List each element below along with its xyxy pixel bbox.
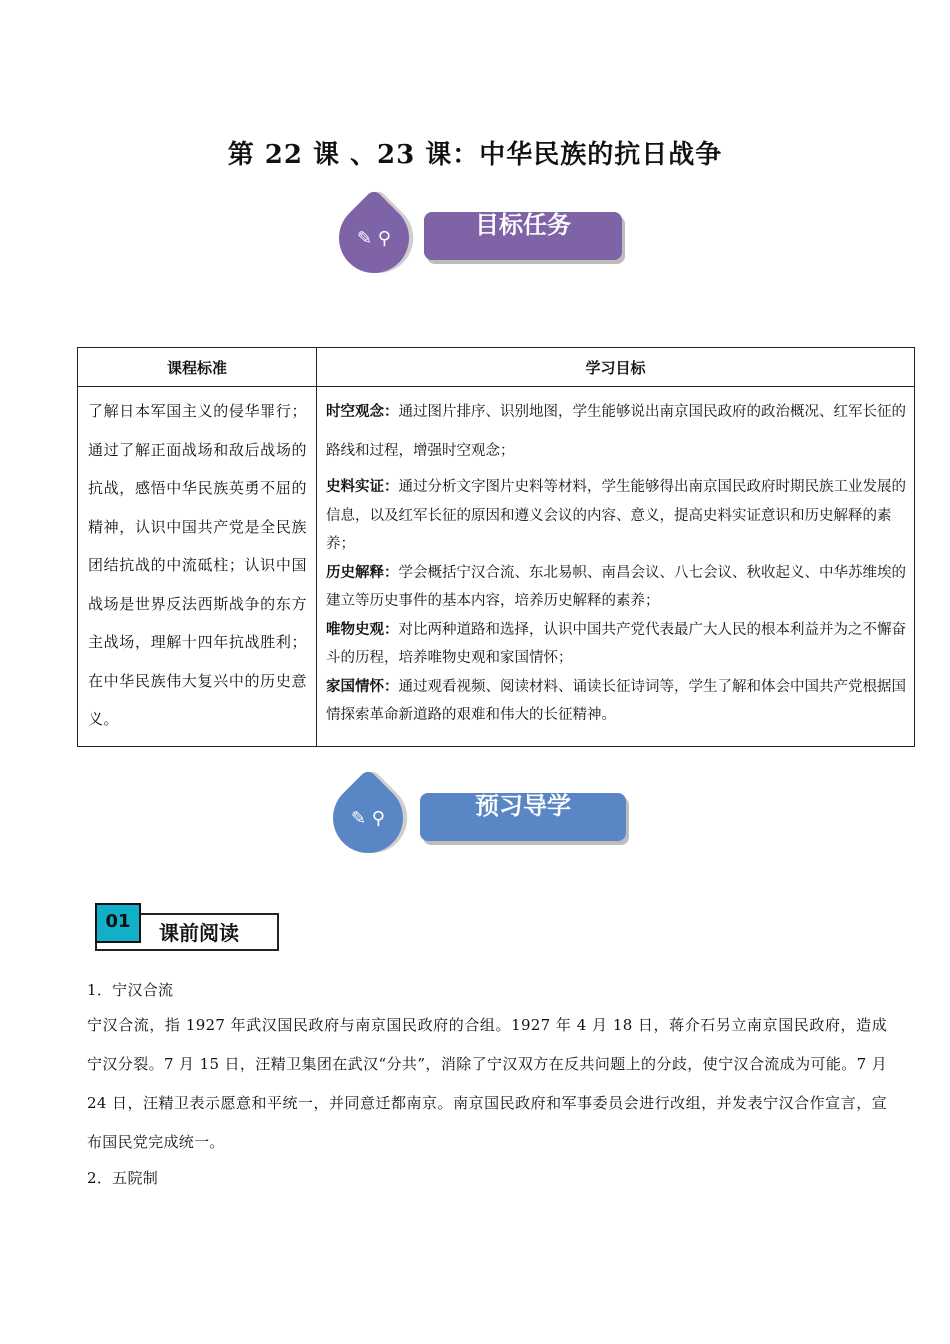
goal-text: 学会概括宁汉合流、东北易帜、南昌会议、八七会议、秋收起义、中华苏维埃的建立等历史事件的基本内容，培养历史解释的素养； (326, 564, 906, 609)
preview-banner-label: 预习导学 (420, 793, 626, 841)
section-label: 课前阅读 (159, 921, 239, 945)
goal-item (326, 673, 906, 730)
goal-key: 史料实证： (326, 479, 399, 495)
item-title: 1．宁汉合流 (87, 981, 174, 999)
goal-text: 对比两种道路和选择，认识中国共产党代表最广大人民的根本利益并为之不懈奋斗的历程，培养唯物史观和家国情怀； (326, 621, 906, 666)
goal-item (326, 616, 906, 673)
table-header-standard: 课程标准 (78, 348, 317, 387)
pencil-icon: ✎ ⚲ (351, 807, 385, 829)
preview-banner (330, 780, 640, 860)
goals-cell (317, 387, 915, 747)
curriculum-table (77, 347, 915, 747)
goal-item (326, 393, 906, 471)
pencil-icon: ✎ ⚲ (357, 227, 391, 249)
item-title: 2．五院制 (87, 1169, 159, 1187)
goal-text: 通过观看视频、阅读材料、诵读长征诗词等，学生了解和体会中国共产党根据国情探索革命新道路的艰难和伟大的长征精神。 (326, 678, 906, 723)
goal-text: 通过分析文字图片史料等材料，学生能够得出南京国民政府时期民族工业发展的信息，以及红军长征的原因和遵义会议的内容、意义，提高史料实证意识和历史解释的素养； (326, 479, 906, 552)
goal-key: 唯物史观： (326, 621, 399, 638)
goal-item (326, 473, 906, 559)
goals-banner-label: 目标任务 (424, 212, 622, 260)
section-number: 01 (95, 903, 141, 943)
reading-section-tag (95, 903, 281, 951)
standard-cell (78, 387, 317, 747)
goal-item (326, 559, 906, 616)
item-body: 宁汉合流，指 1927 年武汉国民政府与南京国民政府的合组。1927 年 4 月 18 日，蒋介石另立南京国民政府，造成宁汉分裂。7 月 15 日，汪精卫集团在武汉“分共”，消除了宁汉双方在反共问题上的分歧，使宁汉合流成为可能。7 月 24 日，汪精卫表示愿意和平统一，并同意迁都南京。南京国民政府和军事委员会进行改组，并发表宁汉合作宣言，宣布国民党完成统一。 (87, 1016, 887, 1151)
goal-text: 通过图片排序、识别地图，学生能够说出南京国民政府的政治概况、红军长征的路线和过程，增强时空观念； (326, 404, 906, 459)
standard-text: 了解日本军国主义的侵华罪行；通过了解正面战场和敌后战场的抗战，感悟中华民族英勇不屈的精神，认识中国共产党是全民族团结抗战的中流砥柱；认识中国战场是世界反法西斯战争的东方主战场，理解十四年抗战胜利；在中华民族伟大复兴中的历史意义。 (88, 402, 307, 728)
goals-banner (336, 200, 636, 280)
goal-key: 历史解释： (326, 564, 399, 581)
page-title: 第 22 课 、23 课：中华民族的抗日战争 (227, 140, 723, 170)
goal-key: 时空观念： (326, 404, 399, 420)
goal-key: 家国情怀： (326, 678, 399, 695)
table-header-goals: 学习目标 (317, 348, 915, 387)
